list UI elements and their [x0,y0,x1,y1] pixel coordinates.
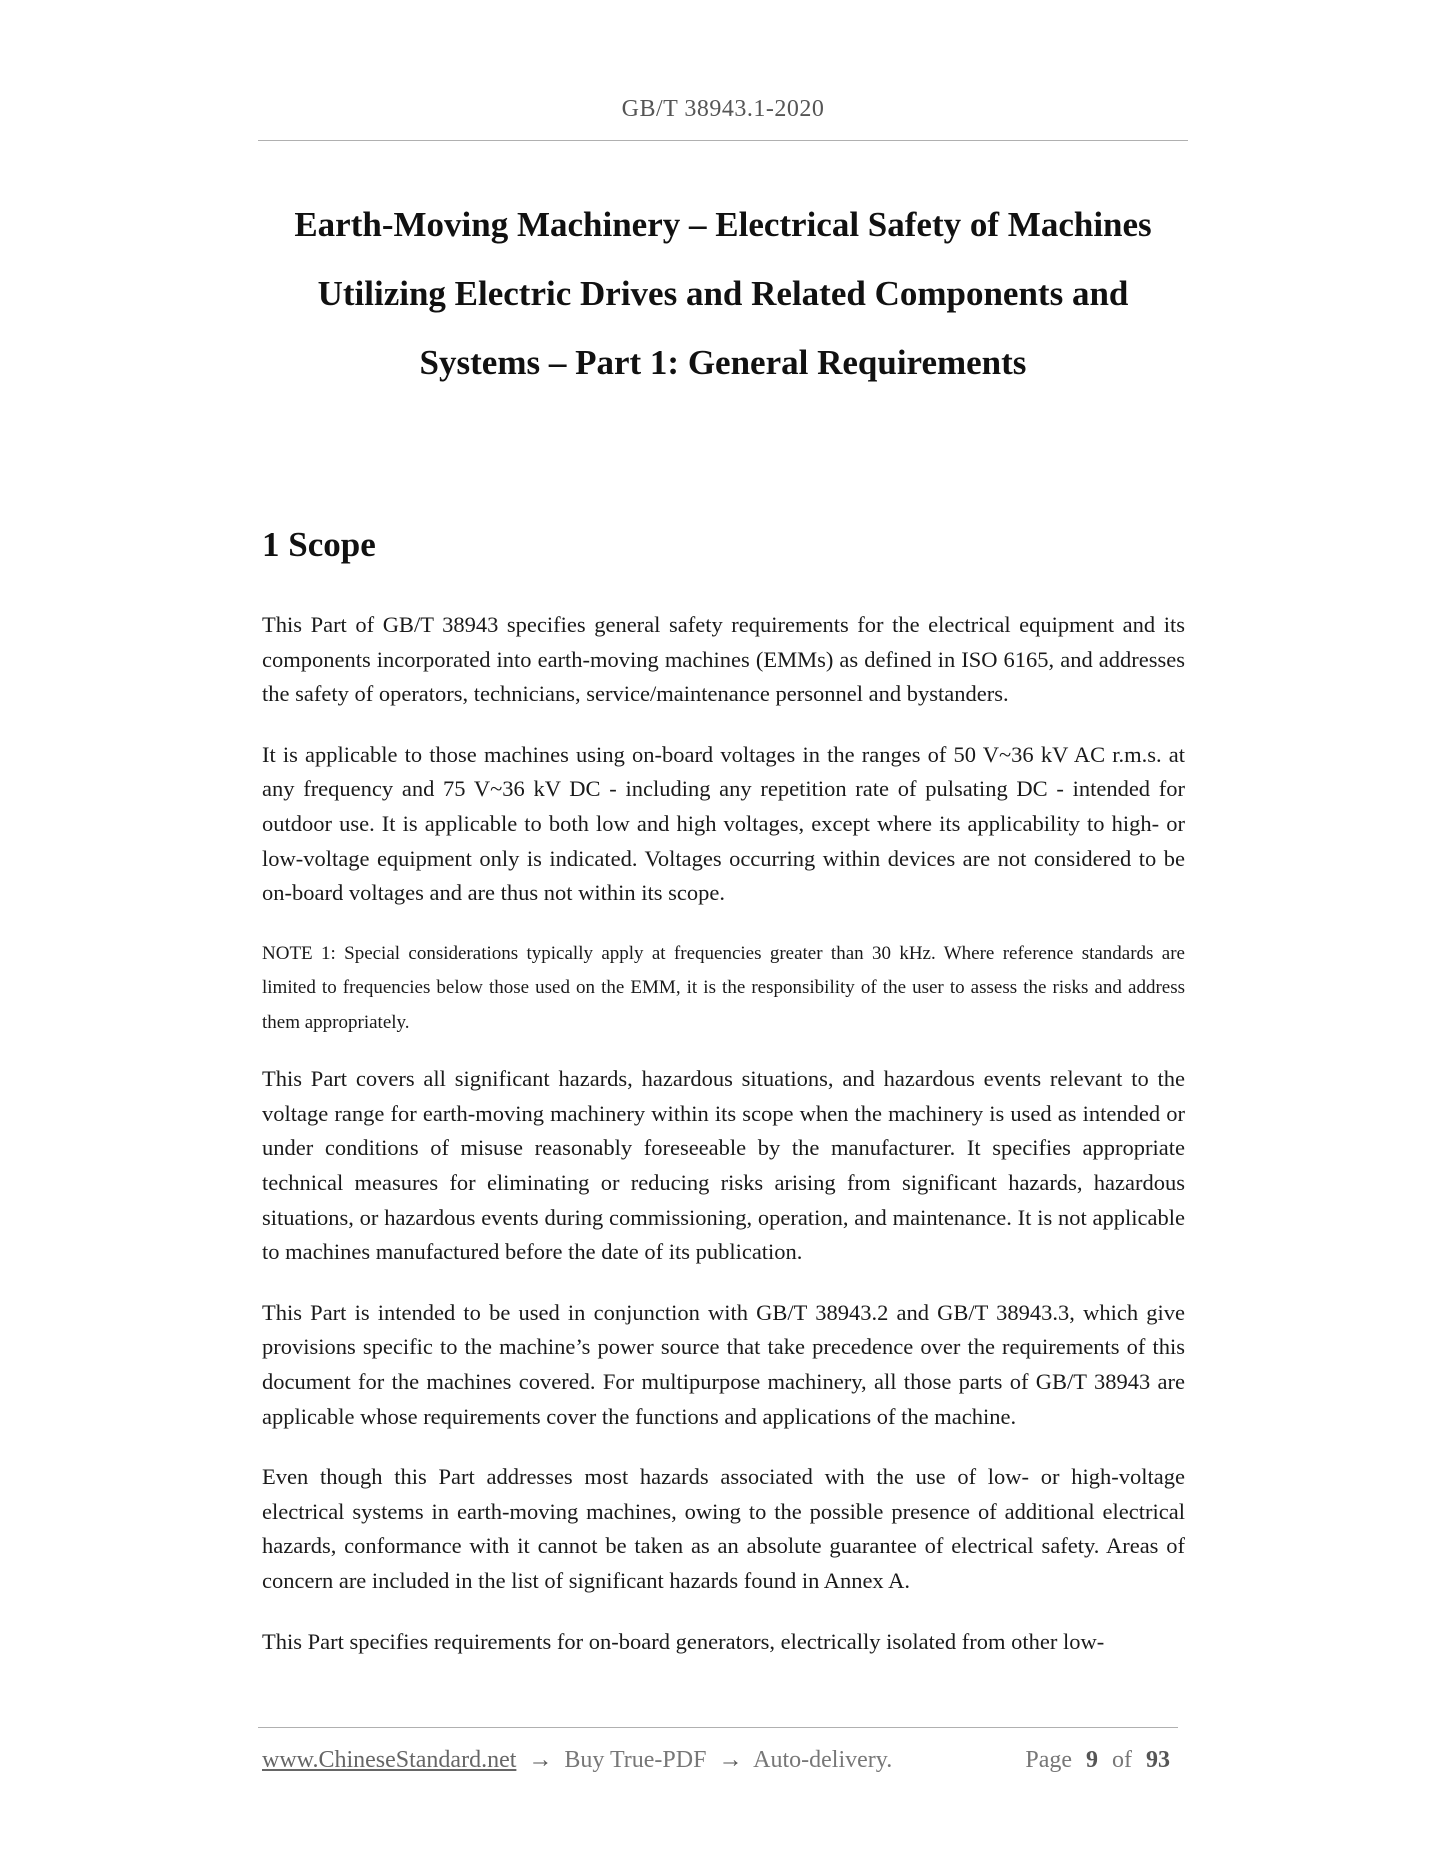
footer-divider [258,1727,1178,1728]
section-body [262,608,1185,1685]
page-indicator [1025,1747,1178,1774]
page-label: Page [1025,1747,1072,1773]
buy-text: Buy True-PDF [564,1747,707,1773]
title-line: Utilizing Electric Drives and Related Components and [317,274,1129,313]
delivery-text: Auto-delivery. [753,1747,893,1773]
header-divider [258,140,1188,141]
arrow-right-icon: → [718,1747,743,1773]
running-header: GB/T 38943.1-2020 [621,96,825,122]
page-number: 9 [1086,1747,1098,1773]
page-footer [262,1747,1178,1774]
total-pages: 93 [1146,1747,1170,1773]
body-paragraph: Even though this Part addresses most hazards associated with the use of low- or high-voltage electrical systems in earth-moving machines, owing to the possible presence of additional electrical hazards, conformance with it cannot be taken as an absolute guarantee of electrical safety. Areas of concern are included in the list of significant hazards found in Annex A. [262,1464,1185,1593]
body-paragraph: It is applicable to those machines using on-board voltages in the ranges of 50 V~36 kV AC r.m.s. at any frequency and 75 V~36 kV DC - including any repetition rate of pulsating DC - intended for outdoor use. It is applicable to both low and high voltages, except where its applicability to high- or low-voltage equipment only is indicated. Voltages occurring within devices are not considered to be on-board voltages and are thus not within its scope. [262,741,1185,906]
site-link[interactable]: www.ChineseStandard.net [262,1747,517,1773]
body-paragraph: This Part of GB/T 38943 specifies general safety requirements for the electrical equipment and its components incorporated into earth-moving machines (EMMs) as defined in ISO 6165, and addresses the safety of operators, technicians, service/maintenance personnel and bystanders. [262,612,1185,707]
section-heading-scope: 1 Scope [262,525,376,564]
arrow-right-icon: → [528,1747,553,1773]
title-line: Systems – Part 1: General Requirements [419,343,1027,382]
body-paragraph: This Part covers all significant hazards, hazardous situations, and hazardous events relevant to the voltage range for earth-moving machinery within its scope when the machinery is used as intended or under conditions of misuse reasonably foreseeable by the manufacturer. It specifies appropriate technical measures for eliminating or reducing risks arising from significant hazards, hazardous situations, or hazardous events during commissioning, operation, and maintenance. It is not applicable to machines manufactured before the date of its publication. [262,1066,1185,1265]
note-paragraph: NOTE 1: Special considerations typically apply at frequencies greater than 30 kHz. Where reference standards are limited to frequencies below those used on the EMM, it is the responsibility of the user to assess the risks and address them appropriately. [262,942,1185,1033]
of-label: of [1112,1747,1132,1773]
body-paragraph: This Part is intended to be used in conjunction with GB/T 38943.2 and GB/T 38943.3, which give provisions specific to the machine’s power source that take precedence over the requirements of this document for the machines covered. For multipurpose machinery, all those parts of GB/T 38943 are applicable whose requirements cover the functions and applications of the machine. [262,1299,1185,1429]
body-paragraph: This Part specifies requirements for on-board generators, electrically isolated from other low- [262,1628,1105,1654]
footer-promo [262,1747,892,1774]
document-title [258,190,1188,397]
title-line: Earth-Moving Machinery – Electrical Safety of Machines [294,205,1152,244]
